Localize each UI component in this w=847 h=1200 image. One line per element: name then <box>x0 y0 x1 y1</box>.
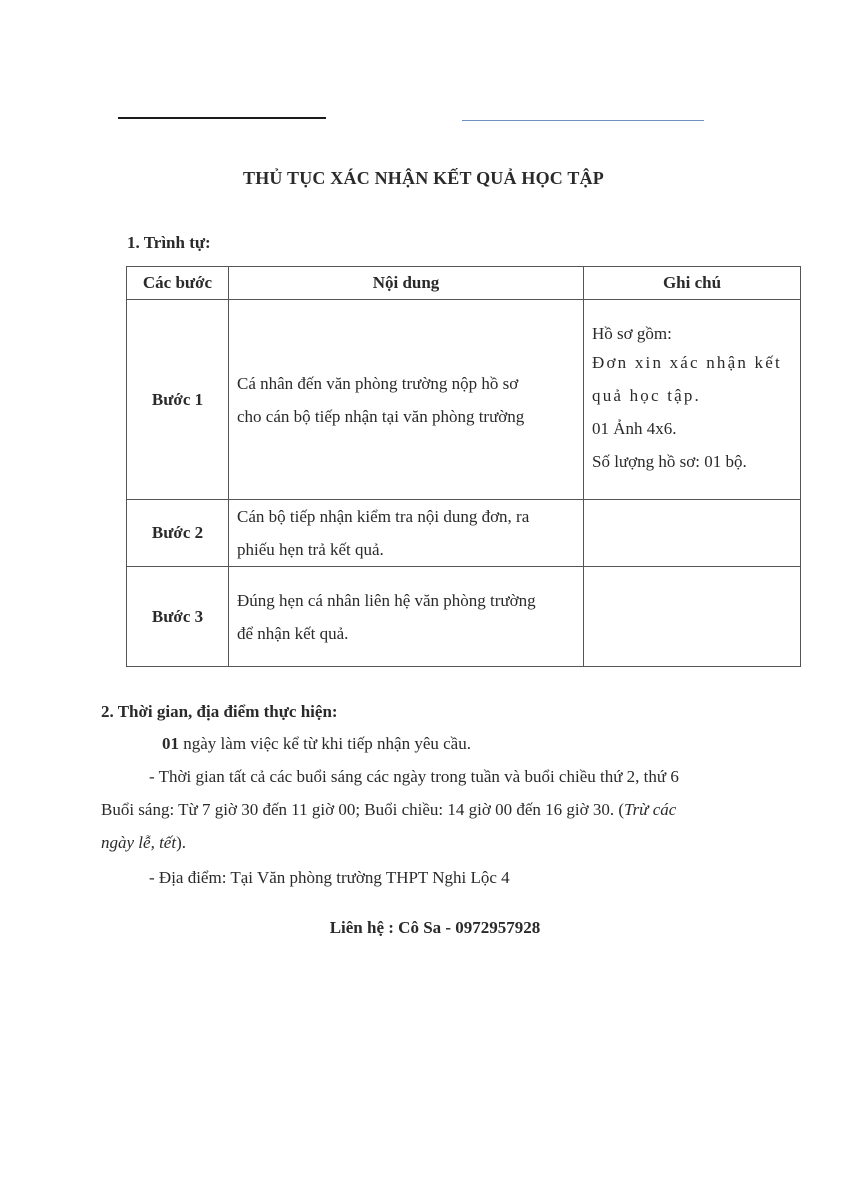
step-note <box>584 300 801 500</box>
content-line: phiếu hẹn trả kết quả. <box>237 540 384 559</box>
note-line: quả học tập. <box>592 385 702 405</box>
note-line: Đơn xin xác nhận kết <box>592 352 782 372</box>
schedule-hours: Buổi sáng: Từ 7 giờ 30 đến 11 giờ 00; Buổi chiều: 14 giờ 00 đến 16 giờ 30. ( <box>101 800 625 819</box>
schedule-line-2 <box>101 800 676 820</box>
step-content <box>229 500 584 567</box>
table-row <box>127 500 801 567</box>
table-header-row <box>127 267 801 300</box>
duration-count: 01 <box>162 734 179 753</box>
step-content <box>229 567 584 667</box>
note-line: Hồ sơ gồm: <box>592 323 672 343</box>
column-header-notes: Ghi chú <box>584 267 801 300</box>
schedule-line-3 <box>101 833 186 853</box>
note-line: Số lượng hồ sơ: 01 bộ. <box>592 451 747 471</box>
step-note <box>584 500 801 567</box>
header-rule-left <box>118 117 326 119</box>
content-line: cho cán bộ tiếp nhận tại văn phòng trường <box>237 406 525 426</box>
content-line: Đúng hẹn cá nhân liên hệ văn phòng trường <box>237 590 536 610</box>
holiday-note-end: ngày lễ, tết <box>101 833 177 852</box>
section-heading-sequence: 1. Trình tự: <box>127 233 211 252</box>
step-label: Bước 3 <box>127 567 229 667</box>
content-line: để nhận kết quả. <box>237 623 349 643</box>
content-line: Cán bộ tiếp nhận kiểm tra nội dung đơn, ra <box>237 507 530 526</box>
schedule-line-1: - Thời gian tất cả các buổi sáng các ngày trong tuần và buổi chiều thứ 2, thứ 6 <box>149 767 679 786</box>
step-content <box>229 300 584 500</box>
step-note <box>584 567 801 667</box>
steps-table <box>126 266 801 667</box>
step-label: Bước 1 <box>127 300 229 500</box>
section-heading-time-location: 2. Thời gian, địa điểm thực hiện: <box>101 702 338 721</box>
duration-paragraph <box>162 734 471 754</box>
location-line: - Địa điểm: Tại Văn phòng trường THPT Nghi Lộc 4 <box>149 868 510 887</box>
content-line: Cá nhân đến văn phòng trường nộp hồ sơ <box>237 373 519 393</box>
table-row <box>127 567 801 667</box>
step-label: Bước 2 <box>127 500 229 567</box>
note-line: 01 Ảnh 4x6. <box>592 418 677 438</box>
header-rule-right <box>462 120 704 121</box>
duration-text: ngày làm việc kể từ khi tiếp nhận yêu cầu. <box>179 734 471 753</box>
column-header-content: Nội dung <box>229 267 584 300</box>
column-header-steps: Các bước <box>127 267 229 300</box>
holiday-note-start: Trừ các <box>624 800 677 819</box>
table-row <box>127 300 801 500</box>
holiday-note-close: ). <box>176 833 186 852</box>
contact-line: Liên hệ : Cô Sa - 0972957928 <box>329 918 541 937</box>
document-title: THỦ TỤC XÁC NHẬN KẾT QUẢ HỌC TẬP <box>243 168 604 188</box>
